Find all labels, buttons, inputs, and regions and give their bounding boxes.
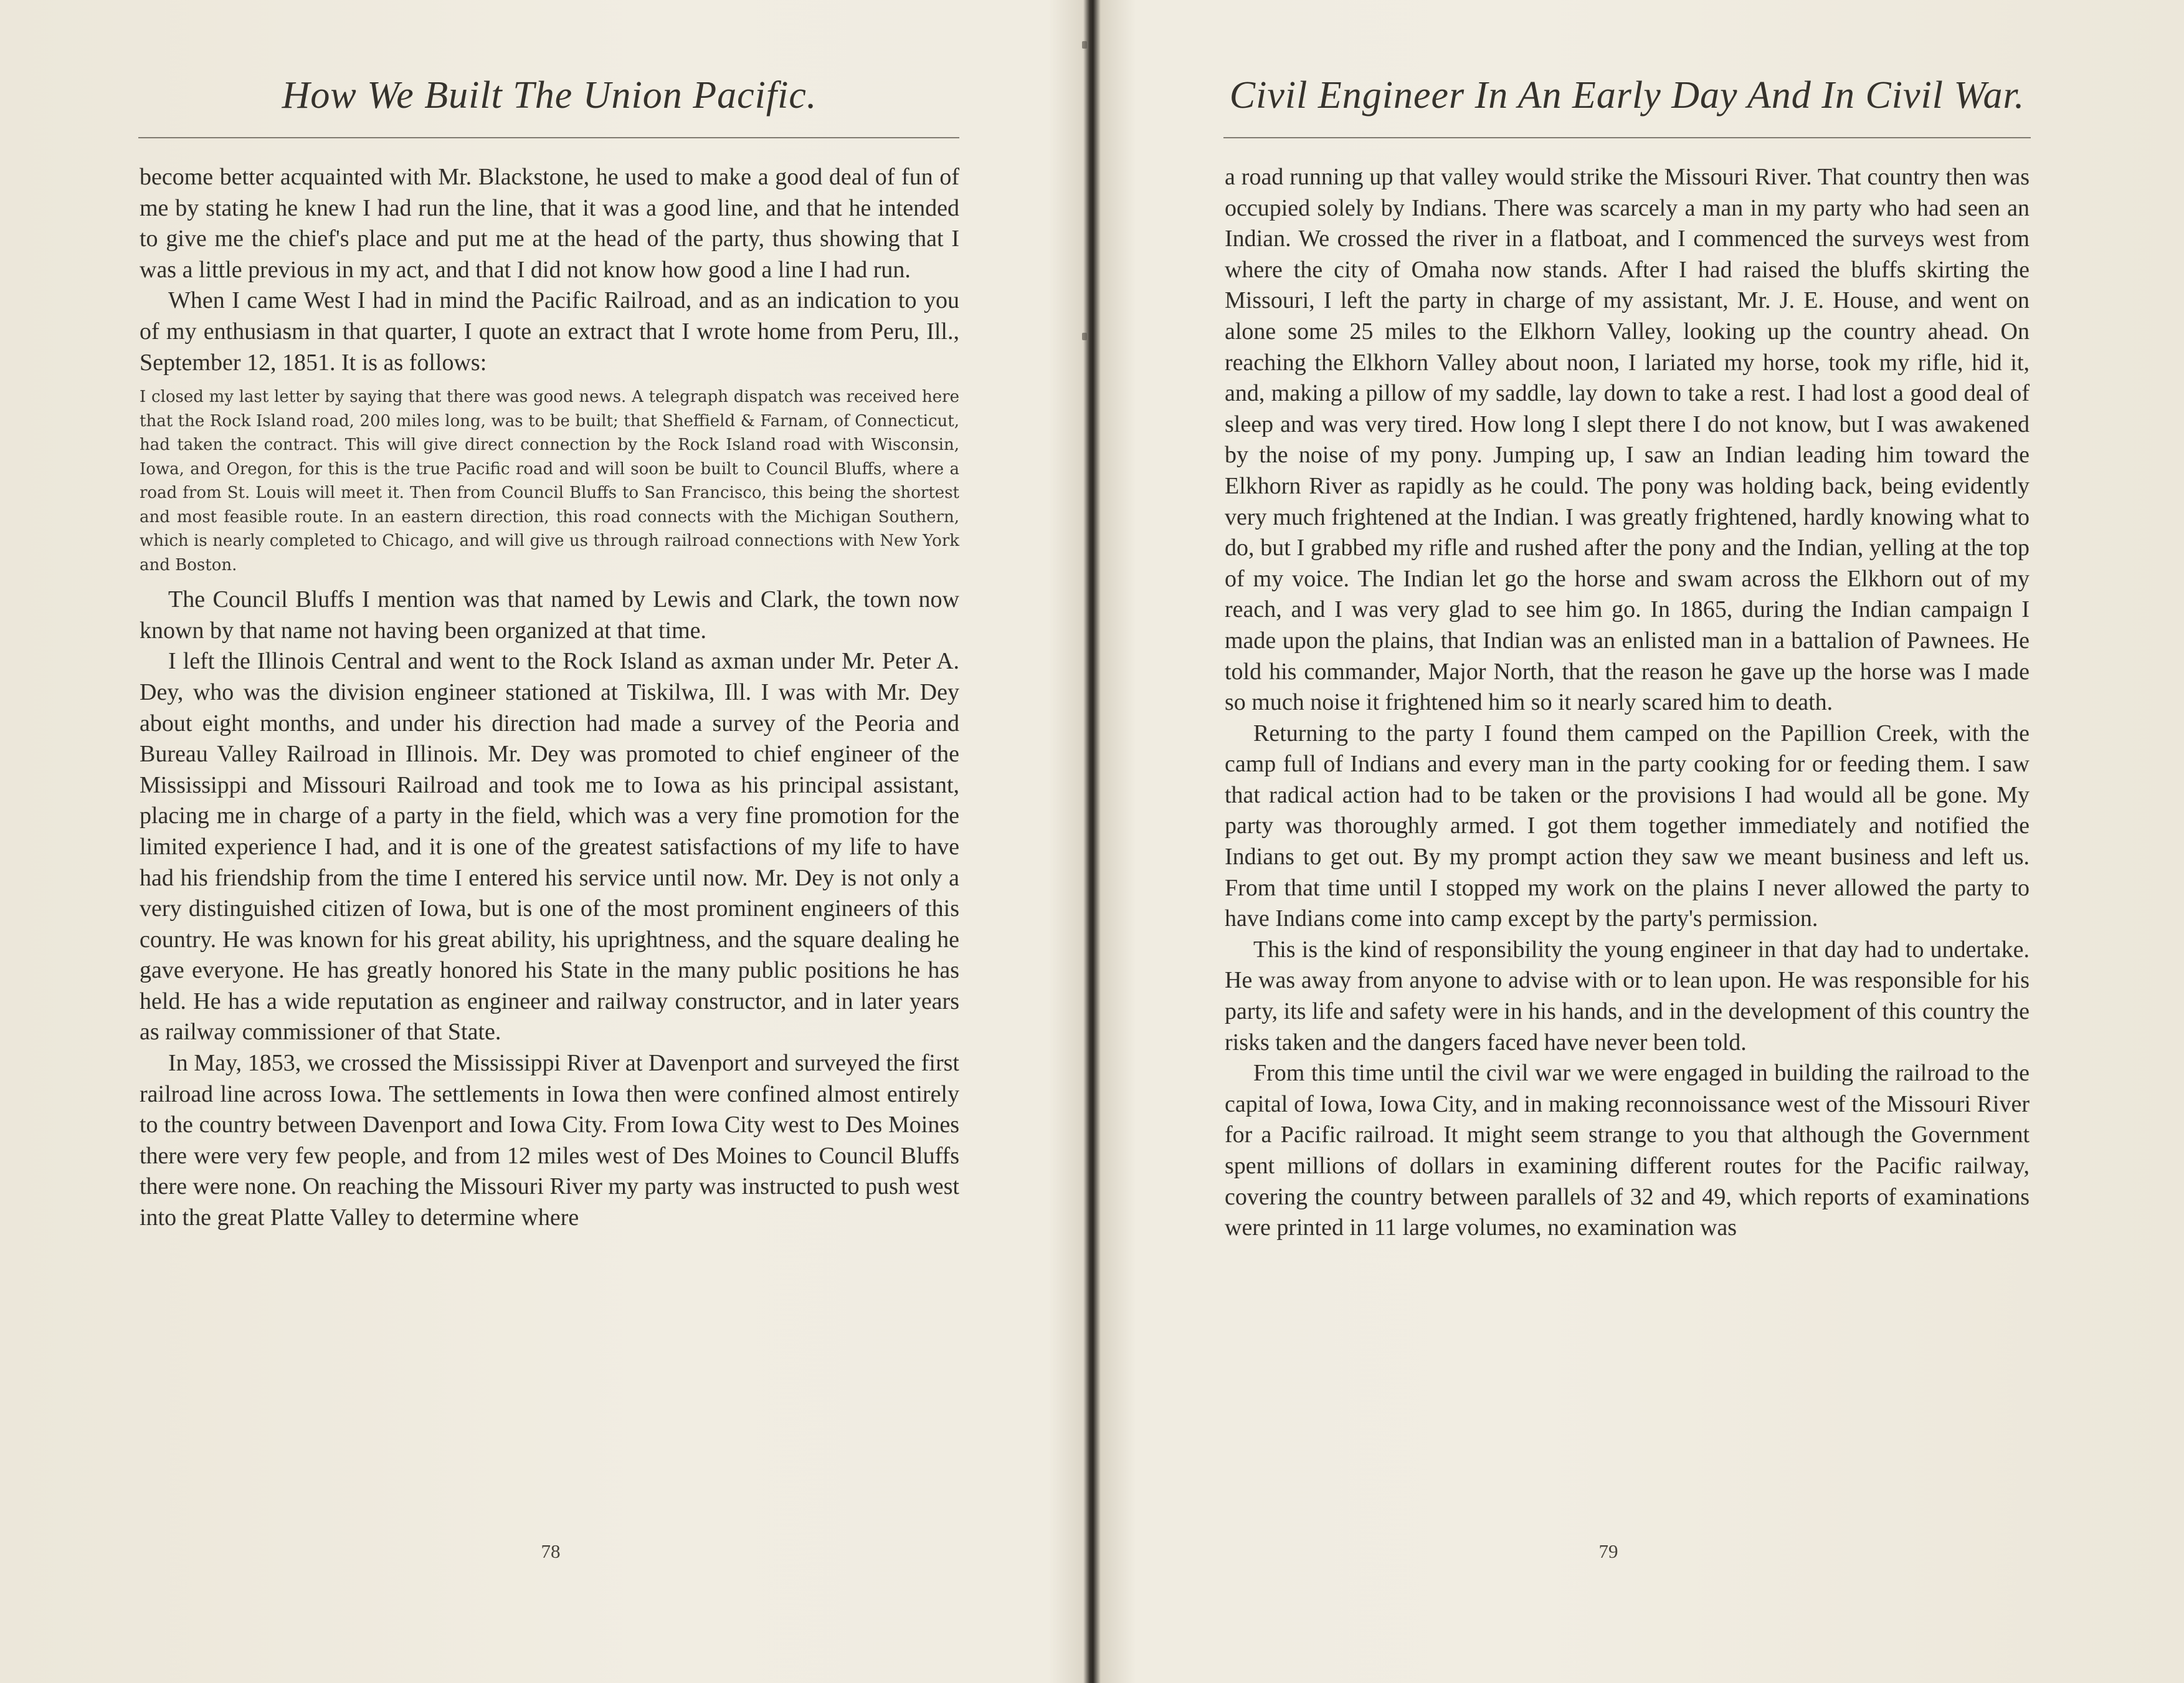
page-number: 79 (1598, 1540, 1618, 1562)
header-rule (138, 137, 959, 138)
paragraph: When I came West I had in mind the Pacific Railroad, and as an indication to you of my enthusiasm in that quarter, I quote an extract that I wrote home from Peru, Ill., September 12, 1851. It is as follows: (140, 287, 959, 376)
paragraph: The Council Bluffs I mention was that named by Lewis and Clark, the town now known by that name not having been organized at that time. (140, 586, 959, 644)
paragraph: This is the kind of responsibility the young engineer in that day had to undertake. He was away from anyone to advise with or to lean upon. He was responsible for his party, its life and safety were in his hands, and in the development of this country the risks taken and the dangers faced have never been told. (1225, 936, 2030, 1056)
paragraph: In May, 1853, we crossed the Mississippi River at Davenport and surveyed the first railroad line across Iowa. The settlements in Iowa then were confined almost entirely to the country between Davenport and Iowa City. From Iowa City west to Des Moines there were very few people, and from 12 miles west of Des Moines to Council Bluffs there were none. On reaching the Missouri River my party was instructed to push west into the great Platte Valley to determine where (140, 1050, 959, 1231)
header-rule (1223, 137, 2031, 138)
page-number: 78 (541, 1540, 561, 1562)
left-page (0, 0, 1084, 1683)
body-text (1225, 162, 2030, 1244)
paragraph: From this time until the civil war we were engaged in building the railroad to the capital of Iowa, Iowa City, and in making reconnoissance west of the Missouri River for a Pacific railroad. It might seem strange to you that although the Government spent millions of dollars in examining different routes for the Pacific railway, covering the country between parallels of 32 and 49, which reports of examinations were printed in 11 large volumes, no examination was (1225, 1060, 2030, 1241)
right-page (1100, 0, 2184, 1683)
running-head: How We Built The Union Pacific. (282, 74, 817, 117)
body-text (140, 162, 959, 1234)
letter-extract: I closed my last letter by saying that there was good news. A telegraph dispatch was received here that the Rock Island road, 200 miles long, was to be built; that Sheffield & Farnam, of Connecticut, had taken the contract. This will give direct connection by the Rock Island road with Wisconsin, Iowa, and Oregon, for this is the true Pacific road and will soon be built to Council Bluffs, where a road from St. Louis will meet it. Then from Council Bluffs to San Francisco, this being the shortest and most feasible route. In an eastern direction, this road connects with the Michigan Southern, which is nearly completed to Chicago, and will give us through railroad connections with New York and Boston. (140, 388, 959, 575)
paragraph: I left the Illinois Central and went to the Rock Island as axman under Mr. Peter A. Dey, who was the division engineer stationed at Tiskilwa, Ill. I was with Mr. Dey about eight months, and under his direction had made a survey of the Peoria and Bureau Valley Railroad in Illinois. Mr. Dey was promoted to chief engineer of the Mississippi and Missouri Railroad and took me to Iowa as his principal assistant, placing me in charge of a party in the field, which was a very fine promotion for the limited experience I had, and it is one of the greatest satisfactions of my life to have had his friendship from the time I entered his service until now. Mr. Dey is not only a very distinguished citizen of Iowa, but is one of the most prominent engineers of this country. He was known for his great ability, his uprightness, and the square dealing he gave everyone. He has greatly honored his State in the many public positions he has held. He has a wide reputation as engineer and railway constructor, and in later years as railway commissioner of that State. (140, 648, 959, 1046)
paragraph: a road running up that valley would strike the Missouri River. That country then was occupied solely by Indians. There was scarcely a man in my party who had seen an Indian. We crossed the river in a flatboat, and I commenced the surveys west from where the city of Omaha now stands. After I had raised the bluffs skirting the Missouri, I left the party in charge of my assistant, Mr. J. E. House, and went on alone some 25 miles to the Elkhorn Valley, looking up the country ahead. On reaching the Elkhorn Valley about noon, I lariated my horse, took my rifle, hid it, and, making a pillow of my saddle, lay down to take a rest. I had lost a good deal of sleep and was very tired. How long I slept there I do not know, but I was awakened by the noise of my pony. Jumping up, I saw an Indian leading him toward the Elkhorn River as rapidly as he could. The pony was holding back, being evidently very much frightened at the Indian. I was greatly frightened, hardly knowing what to do, but I grabbed my rifle and rushed after the pony and the Indian, yelling at the top of my voice. The Indian let go the horse and swam across the Elkhorn out of my reach, and I was very glad to see him go. In 1865, during the Indian campaign I made upon the plains, that Indian was an enlisted man in a battalion of Pawnees. He told his commander, Major North, that the reason he gave up the horse was I made so much noise it frightened him so it nearly scared him to death. (1225, 164, 2030, 716)
running-head: Civil Engineer In An Early Day And In Civil War. (1229, 74, 2025, 117)
paragraph: become better acquainted with Mr. Blackstone, he used to make a good deal of fun of me by stating he knew I had run the line, that it was a good line, and that he intended to give me the chief's place and put me at the head of the party, thus showing that I was a little previous in my act, and that I did not know how good a line I had run. (140, 164, 959, 283)
paragraph: Returning to the party I found them camped on the Papillion Creek, with the camp full of Indians and every man in the party cooking for or feeding them. I saw that radical action had to be taken or the provisions I had would all be gone. My party was thoroughly armed. I got them together immediately and notified the Indians to get out. By my prompt action they saw we meant business and left us. From that time until I stopped my work on the plains I never allowed the party to have Indians come into camp except by the party's permission. (1225, 720, 2030, 932)
